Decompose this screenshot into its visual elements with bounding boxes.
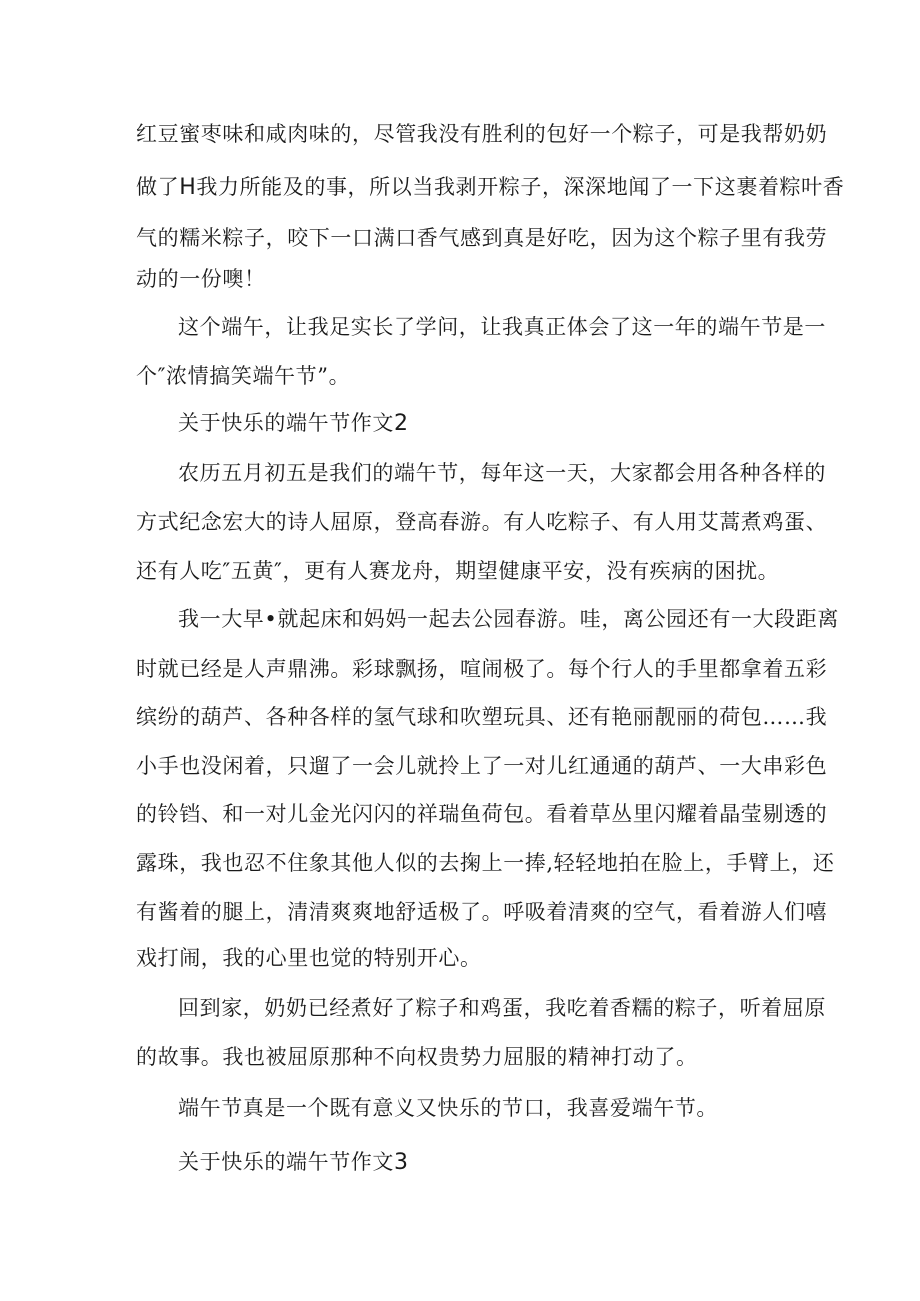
paragraph-3-line-3: 还有人吃″五黄″，更有人赛龙舟，期望健康平安，没有疾病的困扰。 <box>136 559 780 583</box>
paragraph-4-line-5: 的铃铛、和一对儿金光闪闪的祥瑞鱼荷包。看着草丛里闪耀着晶莹剔透的 <box>136 802 828 826</box>
paragraph-4-line-6: 露珠，我也忍不住象其他人似的去掬上一捧,轻轻地拍在脸上，手臂上，还 <box>136 851 835 875</box>
paragraph-3-line-2: 方式纪念宏大的诗人屈原，登高春游。有人吃粽子、有人用艾蒿煮鸡蛋、 <box>136 510 828 534</box>
section-heading-2 <box>178 409 838 438</box>
section-heading-2-text: 关于快乐的端午节作文 <box>178 411 394 435</box>
paragraph-4-line-1: 我一大早•就起床和妈妈一起去公园春游。哇，离公园还有一大段距离 <box>178 607 839 631</box>
paragraph-1-line-3: 气的糯米粽子，咬下一口满口香气感到真是好吃，因为这个粽子里有我劳 <box>136 226 828 250</box>
paragraph-4-line-7: 有酱着的腿上，清清爽爽地舒适极了。呼吸着清爽的空气，看着游人们嘻 <box>136 900 828 924</box>
section-heading-2-number: 2 <box>394 411 409 436</box>
paragraph-1-line-4: 动的一份噢！ <box>136 267 266 291</box>
paragraph-1-line-2-part-c: 我力所能及的事，所以当我剥开粽子，深深地闻了一下这裹着粽叶香 <box>196 175 845 199</box>
paragraph-1-line-1: 红豆蜜枣味和咸肉味的，尽管我没有胜利的包好一个粽子，可是我帮奶奶 <box>136 122 828 146</box>
paragraph-4-line-4: 小手也没闲着，只遛了一会儿就拎上了一对儿红通通的葫芦、一大串彩色 <box>136 754 828 778</box>
section-heading-3-number: 3 <box>394 1150 409 1175</box>
paragraph-5-line-1: 回到家，奶奶已经煮好了粽子和鸡蛋，我吃着香糯的粽子，听着屈原 <box>178 996 826 1020</box>
paragraph-1-line-2-latin: H <box>179 175 197 200</box>
section-heading-3-text: 关于快乐的端午节作文 <box>178 1150 394 1174</box>
paragraph-4-line-2: 时就已经是人声鼎沸。彩球飘扬，喧闹极了。每个行人的手里都拿着五彩 <box>136 657 828 681</box>
paragraph-6-line-1: 端午节真是一个既有意义又快乐的节口，我喜爱端午节。 <box>178 1096 718 1120</box>
paragraph-1-line-2-part-a: 做了 <box>136 175 180 199</box>
paragraph-4-line-8: 戏打闹，我的心里也觉的特别开心。 <box>136 946 482 970</box>
paragraph-4-line-3: 缤纷的葫芦、各种各样的氢气球和吹塑玩具、还有艳丽靓丽的荷包……我 <box>136 705 828 729</box>
paragraph-2-line-2: 个″浓情搞笑端午节”。 <box>136 364 351 388</box>
paragraph-5-line-2: 的故事。我也被屈原那种不向权贵势力屈服的精神打动了。 <box>136 1045 698 1069</box>
paragraph-1-line-2 <box>136 173 845 202</box>
paragraph-3-line-1: 农历五月初五是我们的端午节，每年这一天，大家都会用各种各样的 <box>178 461 826 485</box>
section-heading-3 <box>178 1148 838 1177</box>
paragraph-2-line-1: 这个端午，让我足实长了学问，让我真正体会了这一年的端午节是一 <box>178 315 826 339</box>
